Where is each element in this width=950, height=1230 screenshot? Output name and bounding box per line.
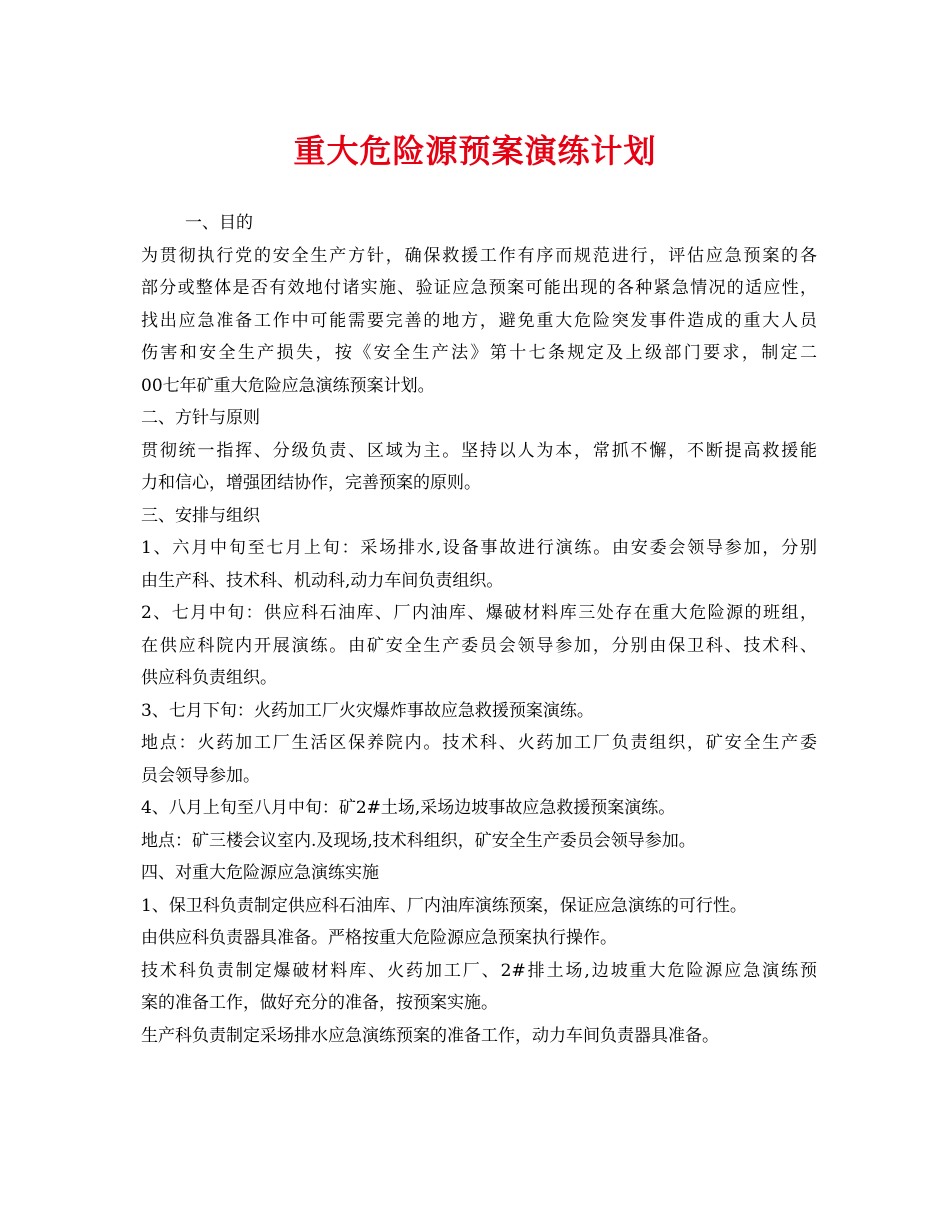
body-line: 员会领导参加。 <box>141 765 260 786</box>
body-line: 力和信心，增强团结协作，完善预案的原则。 <box>141 473 481 493</box>
document-title: 重大危险源预案演练计划 <box>293 132 657 170</box>
body-line: 由供应科负责器具准备。严格按重大危险源应急预案执行操作。 <box>141 928 617 948</box>
body-line: 部分或整体是否有效地付诸实施、验证应急预案可能出现的各种紧急情况的适应性， <box>141 278 817 298</box>
body-line: 贯彻统一指挥、分级负责、区域为主。坚持以人为本，常抓不懈，不断提高救援能 <box>141 440 817 461</box>
body-line: 地点：火药加工厂生活区保养院内。技术科、火药加工厂负责组织，矿安全生产委 <box>141 733 817 753</box>
body-line: 地点：矿三楼会议室内.及现场,技术科组织，矿安全生产委员会领导参加。 <box>141 830 696 851</box>
body-line: 1、保卫科负责制定供应科石油库、厂内油库演练预案，保证应急演练的可行性。 <box>141 895 747 916</box>
body-line: 2、七月中旬：供应科石油库、厂内油库、爆破材料库三处存在重大危险源的班组， <box>141 603 817 623</box>
body-line: 一、目的 <box>185 213 253 233</box>
body-line: 伤害和安全生产损失，按《安全生产法》第十七条规定及上级部门要求，制定二 <box>141 343 817 363</box>
body-line: 为贯彻执行党的安全生产方针，确保救援工作有序而规范进行，评估应急预案的各 <box>141 245 817 266</box>
body-line: 1、六月中旬至七月上旬：采场排水,设备事故进行演练。由安委会领导参加，分别 <box>141 538 817 558</box>
body-line: 供应科负责组织。 <box>141 668 277 688</box>
body-line: 3、七月下旬：火药加工厂火灾爆炸事故应急救援预案演练。 <box>141 700 594 721</box>
body-line: 4、八月上旬至八月中旬：矿2#土场,采场边坡事故应急救援预案演练。 <box>141 798 676 818</box>
body-line: 00七年矿重大危险应急演练预案计划。 <box>141 375 435 396</box>
body-line: 找出应急准备工作中可能需要完善的地方，避免重大危险突发事件造成的重大人员 <box>141 310 817 331</box>
body-line: 技术科负责制定爆破材料库、火药加工厂、2#排土场,边坡重大危险源应急演练预 <box>141 960 817 981</box>
body-line: 四、对重大危险源应急演练实施 <box>141 863 379 883</box>
body-line: 生产科负责制定采场排水应急演练预案的准备工作，动力车间负责器具准备。 <box>141 1025 719 1046</box>
body-line: 由生产科、技术科、机动科,动力车间负责组织。 <box>141 570 504 591</box>
body-line: 三、安排与组织 <box>141 505 260 526</box>
document-body <box>141 207 817 1052</box>
body-line: 在供应科院内开展演练。由矿安全生产委员会领导参加，分别由保卫科、技术科、 <box>141 635 817 656</box>
body-line: 案的准备工作，做好充分的准备，按预案实施。 <box>141 993 498 1013</box>
body-line: 二、方针与原则 <box>141 408 260 428</box>
